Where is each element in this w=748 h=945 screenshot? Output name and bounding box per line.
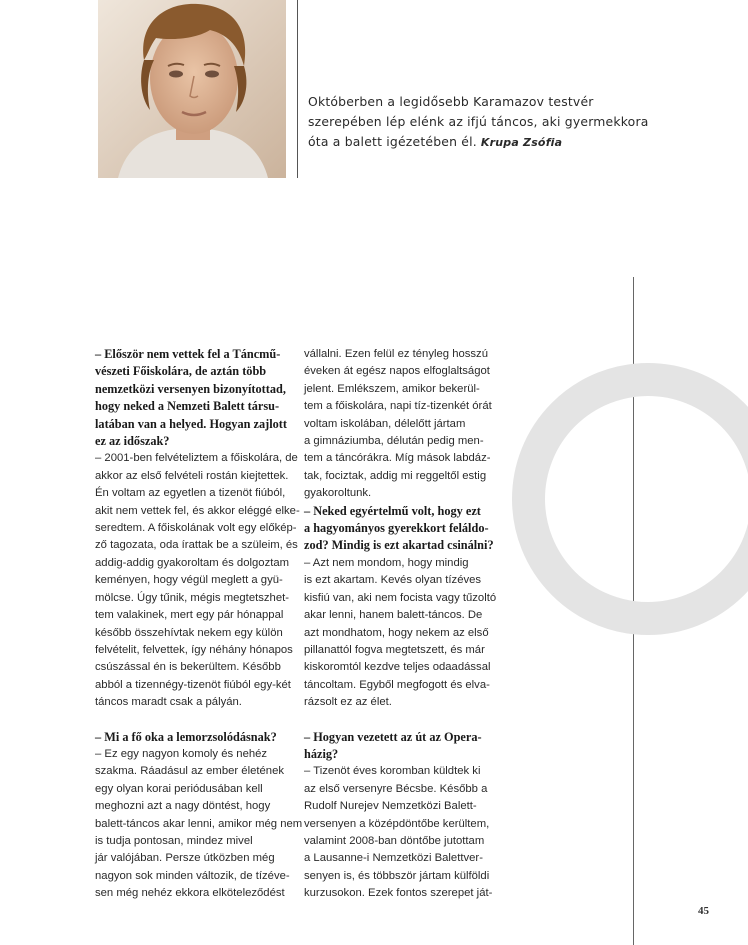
interview-answer-line: pillanattól fogva megtetszett, és már	[304, 643, 485, 656]
paragraph-gap	[95, 712, 305, 729]
interview-answer-line: azt mondhatom, hogy nekem az első	[304, 626, 489, 639]
interview-answer-line: is tudja pontosan, mindez mivel	[95, 834, 253, 847]
interview-question-line: vészeti Főiskolára, de aztán több	[95, 364, 267, 379]
interview-answer-line: balett-táncos akar lenni, amikor még nem	[95, 817, 303, 830]
interview-answer-line: jelent. Emlékszem, amikor bekerül-	[304, 382, 480, 395]
interview-answer-line: versenyen a középdöntőbe kerültem,	[304, 817, 490, 830]
interview-question-line: latában van a helyed. Hogyan zajlott	[95, 416, 287, 431]
interview-answer-line: az első versenyre Bécsbe. Később a	[304, 782, 488, 795]
portrait-photo	[98, 0, 286, 178]
interview-answer-line: kiskoromtól kezdve teljes odaadással	[304, 661, 491, 674]
lead-line: szerepében lép elénk az ifjú táncos, aki gyermekkora	[308, 114, 649, 129]
interview-answer-line: – Azt nem mondom, hogy mindig	[304, 556, 469, 569]
interview-answer-line: seredtem. A főiskolának volt egy előkép-	[95, 522, 297, 535]
interview-answer-line: akkor az első felvételi rostán kiejtettek.	[95, 469, 289, 482]
interview-answer-line: Rudolf Nurejev Nemzetközi Balett-	[304, 800, 477, 813]
interview-answer-line: kurzusokon. Ezek fontos szerepet ját-	[304, 887, 493, 900]
interview-answer-line: mölcse. Úgy tűnik, mégis megtetszhet-	[95, 591, 289, 604]
interview-answer-line: – 2001-ben felvételiztem a főiskolára, de	[95, 452, 298, 465]
article-column-left	[95, 346, 305, 903]
portrait-illustration	[98, 0, 286, 178]
page-number: 45	[698, 905, 709, 917]
interview-answer-line: jár valójában. Persze útközben még	[95, 852, 275, 865]
interview-answer-line: éveken át egész napos elfoglaltságot	[304, 365, 490, 378]
interview-question-line: – Hogyan vezetett az út az Opera-	[304, 729, 482, 744]
lead-line-text: óta a balett igézetében él.	[308, 134, 477, 149]
interview-answer-line: táncoltam. Egyből megfogott és elva-	[304, 678, 490, 691]
interview-answer-line: később összehívtak nekem egy külön	[95, 626, 283, 639]
interview-answer-line: voltam iskolában, délelőtt jártam	[304, 417, 466, 430]
interview-answer-line: abból a tizennégy-tizenöt fiúból egy-két	[95, 678, 291, 691]
interview-answer-line: – Tizenöt éves koromban küldtek ki	[304, 765, 481, 778]
interview-answer-line: akit nem vettek fel, és akkor eléggé elke-	[95, 504, 300, 517]
interview-question-line: ez az időszak?	[95, 434, 170, 449]
interview-question-line: – Először nem vettek fel a Táncmű-	[95, 347, 281, 361]
interview-answer-line: szakma. Ráadásul az ember életének	[95, 765, 285, 778]
interview-answer-line: a Lausanne-i Nemzetközi Balettver-	[304, 852, 483, 865]
interview-answer-line: gyakoroltunk.	[304, 487, 372, 500]
article-column-middle	[304, 346, 514, 903]
interview-answer-line: rázsolt ez az élet.	[304, 696, 392, 709]
interview-question-line: – Mi a fő oka a lemorzsolódásnak?	[95, 729, 277, 744]
interview-answer-line: tem valakinek, mert egy pár hónappal	[95, 609, 284, 622]
interview-answer-line: akar lenni, hanem balett-táncos. De	[304, 609, 483, 622]
header-divider	[297, 0, 298, 178]
interview-answer-line: a gimnáziumba, délután pedig men-	[304, 435, 484, 448]
paragraph-gap	[304, 712, 514, 729]
decorative-ring	[512, 363, 748, 635]
interview-question-line: zod? Mindig is ezt akartad csinálni?	[304, 538, 494, 553]
interview-answer-line: meghozni azt a nagy döntést, hogy	[95, 800, 271, 813]
lead-paragraph	[308, 92, 658, 153]
interview-question-line: – Neked egyértelmű volt, hogy ezt	[304, 503, 481, 518]
interview-answer-line: – Ez egy nagyon komoly és nehéz	[95, 747, 268, 760]
interview-question-line: nemzetközi versenyen bizonyítottad,	[95, 381, 286, 396]
lead-line: Októberben a legidősebb Karamazov testvér	[308, 94, 594, 109]
interview-answer-line: nagyon sok minden változik, de tízéve-	[95, 869, 290, 882]
interview-answer-line: kisfiú van, aki nem focista vagy tűzoltó	[304, 591, 497, 604]
interview-answer-line: ző tagozata, oda írattak be a szüleim, és	[95, 539, 298, 552]
interview-answer-line: egy olyan korai periódusában kell	[95, 782, 263, 795]
interview-answer-line: Én voltam az egyetlen a tizenöt fiúból,	[95, 487, 286, 500]
lead-line	[308, 132, 658, 153]
interview-answer-line: csúszással én is bekerültem. Később	[95, 661, 281, 674]
interview-answer-line: tem a főiskolára, napi tíz-tizenkét órát	[304, 400, 492, 413]
interview-answer-line: felvételit, felvettek, így néhány hónapos	[95, 643, 293, 656]
interview-question-line: hogy neked a Nemzeti Balett társu-	[95, 399, 280, 414]
interview-answer-line: addig-addig gyakoroltam és dolgoztam	[95, 556, 290, 569]
interview-question-line: házig?	[304, 746, 339, 761]
author-byline: Krupa Zsófia	[480, 136, 563, 149]
interview-answer-line: tak, fociztak, addig mi reggeltől estig	[304, 469, 487, 482]
interview-answer-line: táncos maradt csak a pályán.	[95, 696, 242, 709]
interview-answer-line: tem a táncórákra. Míg mások labdáz-	[304, 452, 491, 465]
interview-answer-line: sen még nehéz ekkora elköteleződést	[95, 887, 285, 900]
interview-answer-line: is ezt akartam. Kevés olyan tízéves	[304, 574, 482, 587]
interview-answer-line: senyen is, és többször jártam külföldi	[304, 869, 490, 882]
interview-answer-line: vállalni. Ezen felül ez tényleg hosszú	[304, 348, 488, 360]
interview-answer-line: keményen, hogy végül meglett a gyü-	[95, 574, 283, 587]
interview-question-line: a hagyományos gyerekkort feláldo-	[304, 521, 489, 536]
interview-answer-line: valamint 2008-ban döntőbe jutottam	[304, 834, 485, 847]
